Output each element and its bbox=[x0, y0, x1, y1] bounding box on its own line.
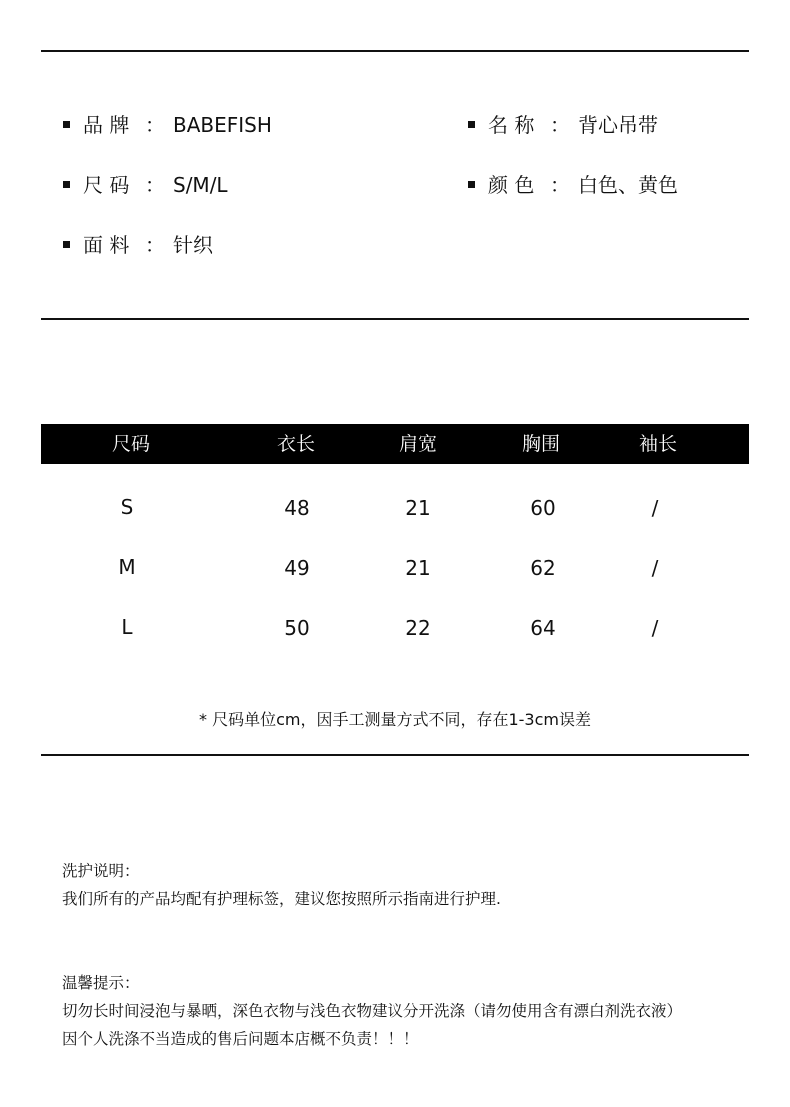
spec-colon: ： bbox=[145, 173, 165, 197]
cell-size: L bbox=[121, 615, 133, 639]
spec-colon: ： bbox=[550, 113, 570, 137]
spec-colon: ： bbox=[145, 233, 165, 257]
spec-label: 名 称 bbox=[488, 113, 535, 137]
cell-length: 49 bbox=[284, 556, 310, 580]
header-length: 衣长 bbox=[276, 433, 315, 455]
bullet-icon bbox=[468, 181, 475, 188]
care-text: 我们所有的产品均配有护理标签，建议您按照所示指南进行护理. bbox=[62, 890, 501, 908]
cell-length: 48 bbox=[284, 496, 310, 520]
spec-value: 白色、黄色 bbox=[578, 173, 678, 197]
tips-line-2: 因个人洗涤不当造成的售后问题本店概不负责！！！ bbox=[62, 1030, 419, 1048]
tips-title: 温馨提示： bbox=[62, 974, 140, 992]
spec-label: 颜 色 bbox=[488, 173, 535, 197]
spec-value: BABEFISH bbox=[173, 113, 272, 137]
size-table-header bbox=[41, 424, 749, 464]
spec-label: 品 牌 bbox=[83, 113, 130, 137]
spec-label: 面 料 bbox=[83, 233, 130, 257]
cell-size: S bbox=[120, 495, 134, 519]
table-divider bbox=[41, 754, 749, 756]
measurement-note: * 尺码单位cm，因手工测量方式不同，存在1-3cm误差 bbox=[199, 710, 591, 729]
bullet-icon bbox=[63, 121, 70, 128]
cell-shoulder: 21 bbox=[405, 556, 431, 580]
tips-line-1: 切勿长时间浸泡与暴晒，深色衣物与浅色衣物建议分开洗涤（请勿使用含有漂白剂洗衣液） bbox=[62, 1002, 683, 1020]
spec-colon: ： bbox=[550, 173, 570, 197]
spec-colon: ： bbox=[145, 113, 165, 137]
cell-chest: 64 bbox=[530, 616, 556, 640]
top-divider bbox=[41, 50, 749, 52]
care-title: 洗护说明： bbox=[62, 862, 140, 880]
bullet-icon bbox=[63, 241, 70, 248]
bullet-icon bbox=[63, 181, 70, 188]
header-sleeve: 袖长 bbox=[638, 433, 677, 455]
cell-sleeve: / bbox=[651, 556, 659, 580]
header-shoulder: 肩宽 bbox=[398, 433, 437, 455]
spec-label: 尺 码 bbox=[83, 173, 130, 197]
cell-chest: 62 bbox=[530, 556, 556, 580]
cell-size: M bbox=[118, 555, 136, 579]
cell-chest: 60 bbox=[530, 496, 556, 520]
cell-sleeve: / bbox=[651, 496, 659, 520]
header-size: 尺码 bbox=[111, 433, 150, 455]
spec-value: 背心吊带 bbox=[578, 113, 658, 137]
spec-value: S/M/L bbox=[173, 173, 228, 197]
spec-divider bbox=[41, 318, 749, 320]
cell-shoulder: 22 bbox=[405, 616, 431, 640]
bullet-icon bbox=[468, 121, 475, 128]
cell-sleeve: / bbox=[651, 616, 659, 640]
spec-value: 针织 bbox=[173, 233, 213, 257]
cell-shoulder: 21 bbox=[405, 496, 431, 520]
cell-length: 50 bbox=[284, 616, 310, 640]
header-chest: 胸围 bbox=[521, 433, 560, 455]
